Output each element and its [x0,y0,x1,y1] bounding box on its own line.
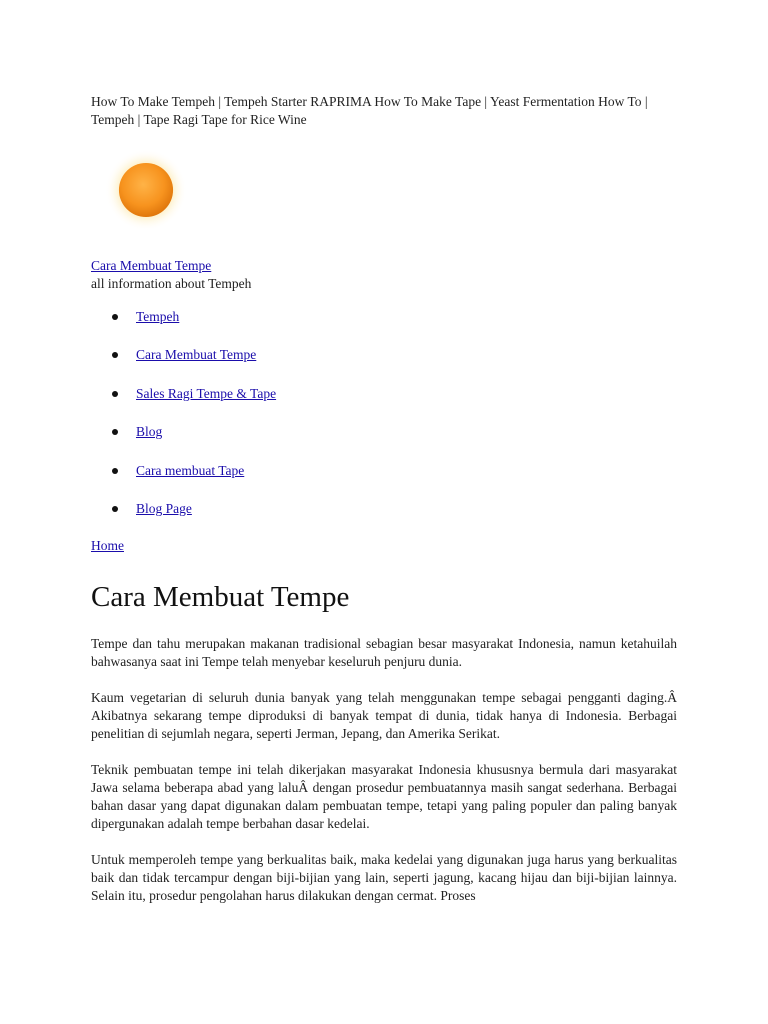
menu-link-tempeh[interactable]: Tempeh [136,309,180,324]
menu-item [91,307,677,327]
menu-item [91,384,677,404]
sun-icon [105,149,187,231]
menu-item [91,345,677,365]
page-header-title: How To Make Tempeh | Tempeh Starter RAPRIMA How To Make Tape | Yeast Fermentation How To | Tempeh | Tape Ragi Tape for Rice Wine [91,94,648,127]
main-menu [91,307,677,519]
page-content [91,93,677,923]
article-paragraph-2: Kaum vegetarian di seluruh dunia banyak yang telah menggunakan tempe sebagai pengganti daging.Â Akibatnya sekarang tempe diproduksi di banyak tempat di dunia, tidak hanya di Indonesia. Berbagai penelitian di sejumlah negara, seperti Jerman, Jepang, dan Amerika Serikat. [91,690,677,742]
bullet-icon [112,352,118,358]
site-name-link[interactable]: Cara Membuat Tempe [91,258,212,273]
menu-link-cara-membuat-tape[interactable]: Cara membuat Tape [136,462,245,478]
menu-link-sales-ragi[interactable]: Sales Ragi Tempe & Tape [136,385,277,401]
menu-link-cara-membuat-tempe[interactable]: Cara Membuat Tempe [136,347,257,363]
menu-link-blog-page[interactable]: Blog Page [136,500,192,516]
bullet-icon [112,468,118,474]
breadcrumb-home-link[interactable]: Home [91,538,124,554]
article-paragraph-1: Tempe dan tahu merupakan makanan tradisional sebagian besar masyarakat Indonesia, namun ketahuilah bahwasanya saat ini Tempe telah menyebar keseluruh penjuru dunia. [91,636,677,670]
bullet-icon [112,314,118,320]
site-tagline: all information about Tempeh [91,276,252,291]
site-logo [87,131,207,249]
bullet-icon [112,391,118,397]
article-paragraph-4: Untuk memperoleh tempe yang berkualitas baik, maka kedelai yang digunakan juga harus yang berkualitas baik dan tidak tercampur dengan biji-bijian yang lain, seperti jagung, kacang hijau dan biji-bijian lainnya. Selain itu, prosedur pengolahan harus dilakukan dengan cermat. Proses [91,852,677,904]
article-paragraph-3: Teknik pembuatan tempe ini telah dikerjakan masyarakat Indonesia khususnya bermula dari masyarakat Jawa selama beberapa abad yang laluÂ dengan prosedur pembuatannya masih sangat sederhana. Berbagai bahan dasar yang dapat digunakan dalam pembuatan tempe, tetapi yang paling populer dan paling banyak dipergunakan adalah tempe berbahan dasar kedelai. [91,762,677,832]
bullet-icon [112,506,118,512]
bullet-icon [112,429,118,435]
menu-item [91,422,677,442]
menu-item [91,499,677,519]
menu-item [91,461,677,481]
article-title: Cara Membuat Tempe [91,581,350,614]
menu-link-blog[interactable]: Blog [136,424,163,440]
